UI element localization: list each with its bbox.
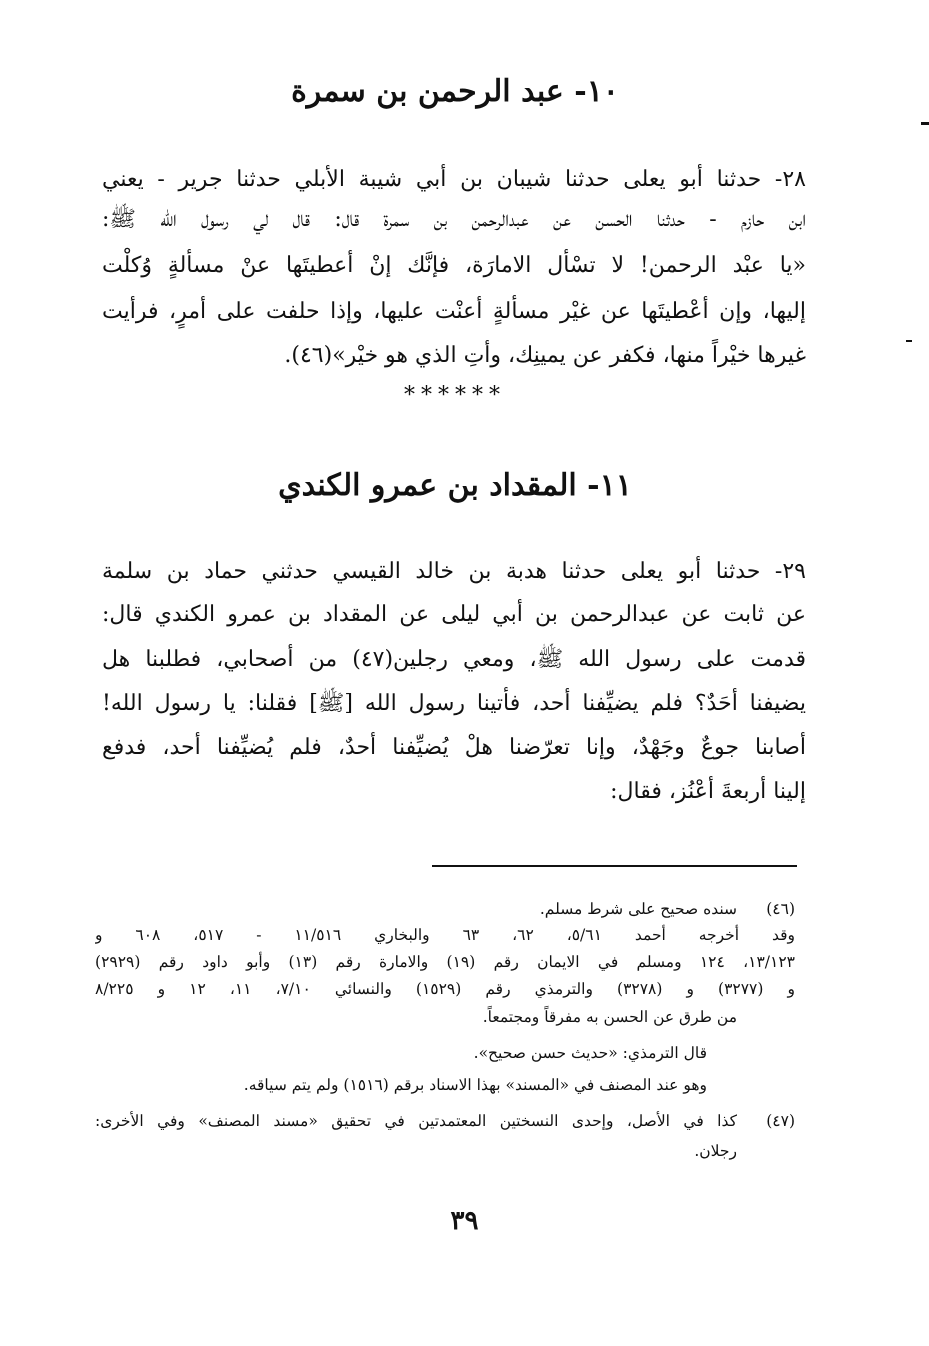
hadith-28-line: غيرها خيْراً منها، فكفر عن يمينِك، وأتِ الذي هو خيْر»(٤٦). xyxy=(284,343,806,368)
footnote-47 xyxy=(95,1108,795,1134)
hadith-28-line: ٢٨- حدثنا أبو يعلى حدثنا شيبان بن أبي شيبة الأبلي حدثنا جرير - يعني xyxy=(102,167,806,192)
footnote-46-line: سنده صحيح على شرط مسلم. xyxy=(539,900,737,918)
scan-mark xyxy=(921,122,929,125)
hadith-29-line: قدمت على رسول الله ﷺ، ومعي رجلين(٤٧) من أصحابي، فطلبنا هل xyxy=(102,647,806,672)
hadith-28-line: «يا عبْد الرحمن! لا تسْأل الامارَة، فإنَّك إنْ أعطيتَها عنْ مسألةٍ وُكلْت xyxy=(102,253,806,278)
footnote-47-line: كذا في الأصل، وإحدى النسختين المعتمدتين في تحقيق «مسند المصنف» وفي الأخرى: xyxy=(95,1112,737,1130)
footnote-47-number: (٤٧) xyxy=(766,1112,795,1130)
footnote-separator xyxy=(432,865,797,867)
hadith-29-line: يضيفنا أحَدٌ؟ فلم يضيِّفنا أحد، فأتينا رسول الله [ﷺ] فقلنا: يا رسول الله! xyxy=(102,691,806,716)
footnote-46-line: و (٣٢٧٧) و (٣٢٧٨) والترمذي رقم (١٥٢٩) والنسائي ٧/١٠، ١١، ١٢ و ٨/٢٢٥ xyxy=(95,980,795,998)
section-heading-11: ١١- المقداد بن عمرو الكندي xyxy=(278,468,632,503)
section-separator: ****** xyxy=(404,383,506,408)
footnote-46-line: وقد أخرجه أحمد ٥/٦١، ٦٢، ٦٣ والبخاري ١١/٥١٦ - ٥١٧، ٦٠٨ و xyxy=(95,926,795,944)
hadith-29-line: ٢٩- حدثنا أبو يعلى حدثنا هدبة بن خالد القيسي حدثني حماد بن سلمة xyxy=(102,559,806,584)
footnote-46 xyxy=(95,896,795,922)
scan-mark xyxy=(906,340,912,342)
hadith-28-line: ابن حازم - حدثنا الحسن عن عبدالرحمن بن سمرة قال: قال لي رسول الله ﷺ: xyxy=(102,207,806,232)
footnote-46-line: وهو عند المصنف في «المسند» بهذا الاسناد برقم (١٥١٦) ولم يتم سياقه. xyxy=(243,1076,707,1094)
section-heading-10: ١٠- عبد الرحمن بن سمرة xyxy=(291,74,619,109)
footnote-46-line: من طرق عن الحسن به مفرقاً ومجتمعاً. xyxy=(482,1008,737,1026)
footnote-46-number: (٤٦) xyxy=(766,900,795,918)
footnote-46-line: ١٣/١٢٣، ١٢٤ ومسلم في الايمان رقم (١٩) والامارة رقم (١٣) وأبو داود رقم (٢٩٢٩) xyxy=(95,953,795,971)
page-number: ٣٩ xyxy=(450,1206,479,1236)
hadith-29-line: أصابنا جوعٌ وجَهْدٌ، وإنا تعرّضنا هلْ يُضيِّفنا أحدٌ، فلم يُضيِّفنا أحد، فدفع xyxy=(102,735,806,760)
hadith-29-line: إلينا أربعةَ أعْنُز، فقال: xyxy=(610,779,806,804)
footnote-46-line: قال الترمذي: «حديث حسن صحيح». xyxy=(473,1044,707,1062)
footnote-47-line: رجلان. xyxy=(694,1142,737,1160)
hadith-28-line: إليها، وإن أعْطيتَها عن غيْر مسألةٍ أعنْت عليها، وإذا حلفت على أمرٍ، فرأيت xyxy=(102,299,806,324)
hadith-29-line: عن ثابت عن عبدالرحمن بن أبي ليلى عن المقداد بن عمرو الكندي قال: xyxy=(102,602,806,627)
